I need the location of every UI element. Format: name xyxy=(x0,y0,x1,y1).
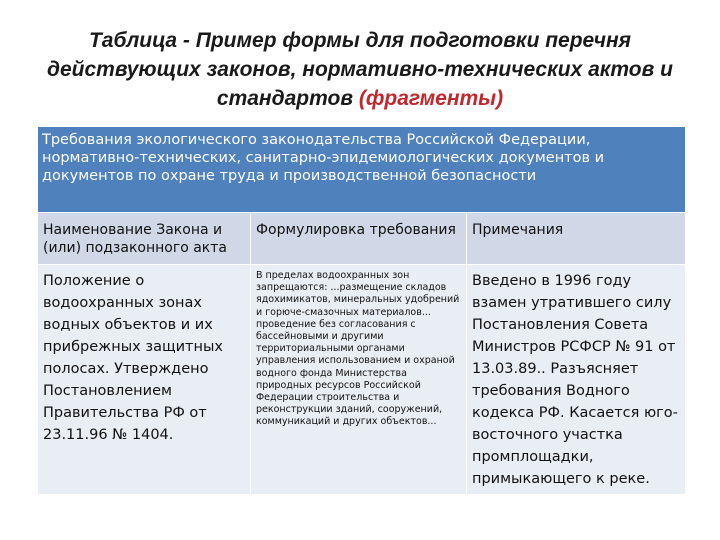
table-header: Требования экологического законодательства Российской Федерации, нормативно-технических, санитарно-эпидемиологических документов и документов по охране труда и производственной безопасности xyxy=(38,127,686,213)
laws-table xyxy=(37,126,686,495)
cell-note: Введено в 1996 году взамен утратившего силу Постановления Совета Министров РСФСР № 91 от 13.03.89.. Разъясняет требования Водного кодекса РФ. Касается юго-восточного участка промплощадки, примыкающего к реке. xyxy=(467,265,686,495)
slide-title-accent: (фрагменты) xyxy=(358,87,504,110)
cell-law-name: Положение о водоохранных зонах водных объектов и их прибрежных защитных полосах. Утверждено Постановлением Правительства РФ от 23.11.96 № 1404. xyxy=(38,265,251,495)
column-header-requirement: Формулировка требования xyxy=(251,213,467,265)
slide-title-main: Таблица - Пример формы для подготовки перечня действующих законов, нормативно-технических актов и стандартов xyxy=(47,29,673,110)
column-headers xyxy=(38,213,686,265)
table-row xyxy=(38,265,686,495)
slide-title xyxy=(20,26,700,113)
column-header-name: Наименование Закона и (или) подзаконного акта xyxy=(38,213,251,265)
cell-requirement: В пределах водоохранных зон запрещаются: ...размещение складов ядохимикатов, минеральных удобрений и горюче-смазочных материалов... проведение без согласования с бассейновыми и другими территориальными органами управления использованием и охраной водного фонда Министерства природных ресурсов Российской Федерации строительства и реконструкции зданий, сооружений, коммуникаций и других объектов... xyxy=(251,265,467,495)
column-header-notes: Примечания xyxy=(467,213,686,265)
